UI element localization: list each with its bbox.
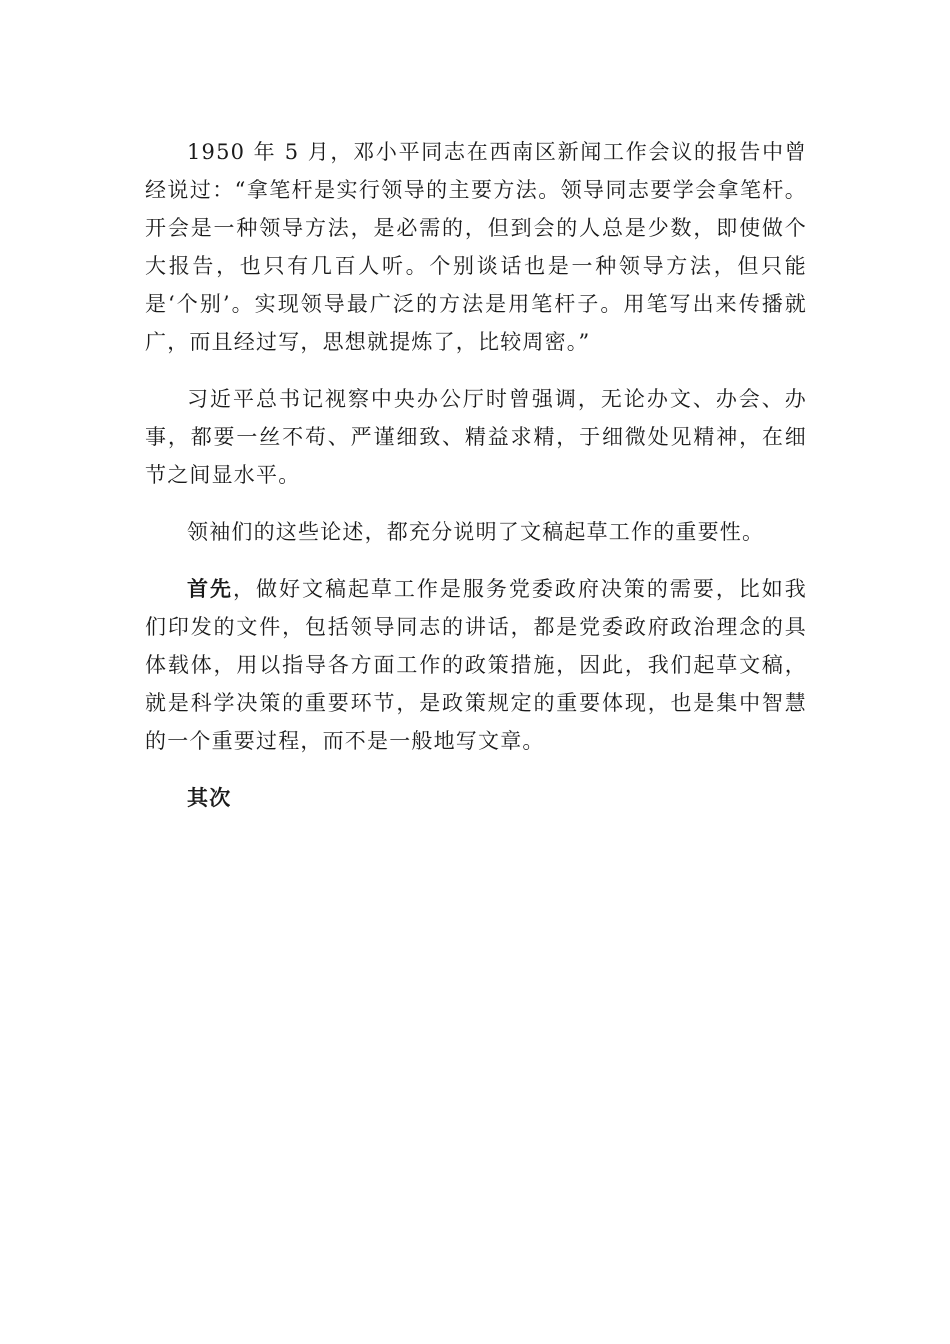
paragraph-xi-jinping-remark: [145, 380, 807, 494]
paragraph-first-point: [145, 570, 807, 760]
paragraph-lead: 其次: [187, 786, 232, 810]
paragraph-text: 1950 年 5 月，邓小平同志在西南区新闻工作会议的报告中曾经说过：“拿笔杆是实行领导的主要方法。领导同志要学会拿笔杆。开会是一种领导方法，是必需的，但到会的人总是少数，即使做个大报告，也只有几百人听。个别谈话也是一种领导方法，但只能是‘个别’。实现领导最广泛的方法是用笔杆子。用笔写出来传播就广，而且经过写，思想就提炼了，比较周密。”: [145, 140, 807, 354]
paragraph-lead: 首先: [187, 577, 233, 601]
paragraph-deng-xiaoping-quote: [145, 133, 807, 361]
paragraph-text: 习近平总书记视察中央办公厅时曾强调，无论办文、办会、办事，都要一丝不苟、严谨细致、精益求精，于细微处见精神，在细节之间显水平。: [145, 387, 807, 487]
document-body: [145, 133, 807, 836]
paragraph-text: 领袖们的这些论述，都充分说明了文稿起草工作的重要性。: [187, 520, 765, 544]
paragraph-importance-summary: [145, 513, 807, 551]
paragraph-second-point: [145, 779, 807, 817]
paragraph-text: ，做好文稿起草工作是服务党委政府决策的需要，比如我们印发的文件，包括领导同志的讲话，都是党委政府政治理念的具体载体，用以指导各方面工作的政策措施，因此，我们起草文稿，就是科学决策的重要环节，是政策规定的重要体现，也是集中智慧的一个重要过程，而不是一般地写文章。: [145, 577, 807, 753]
